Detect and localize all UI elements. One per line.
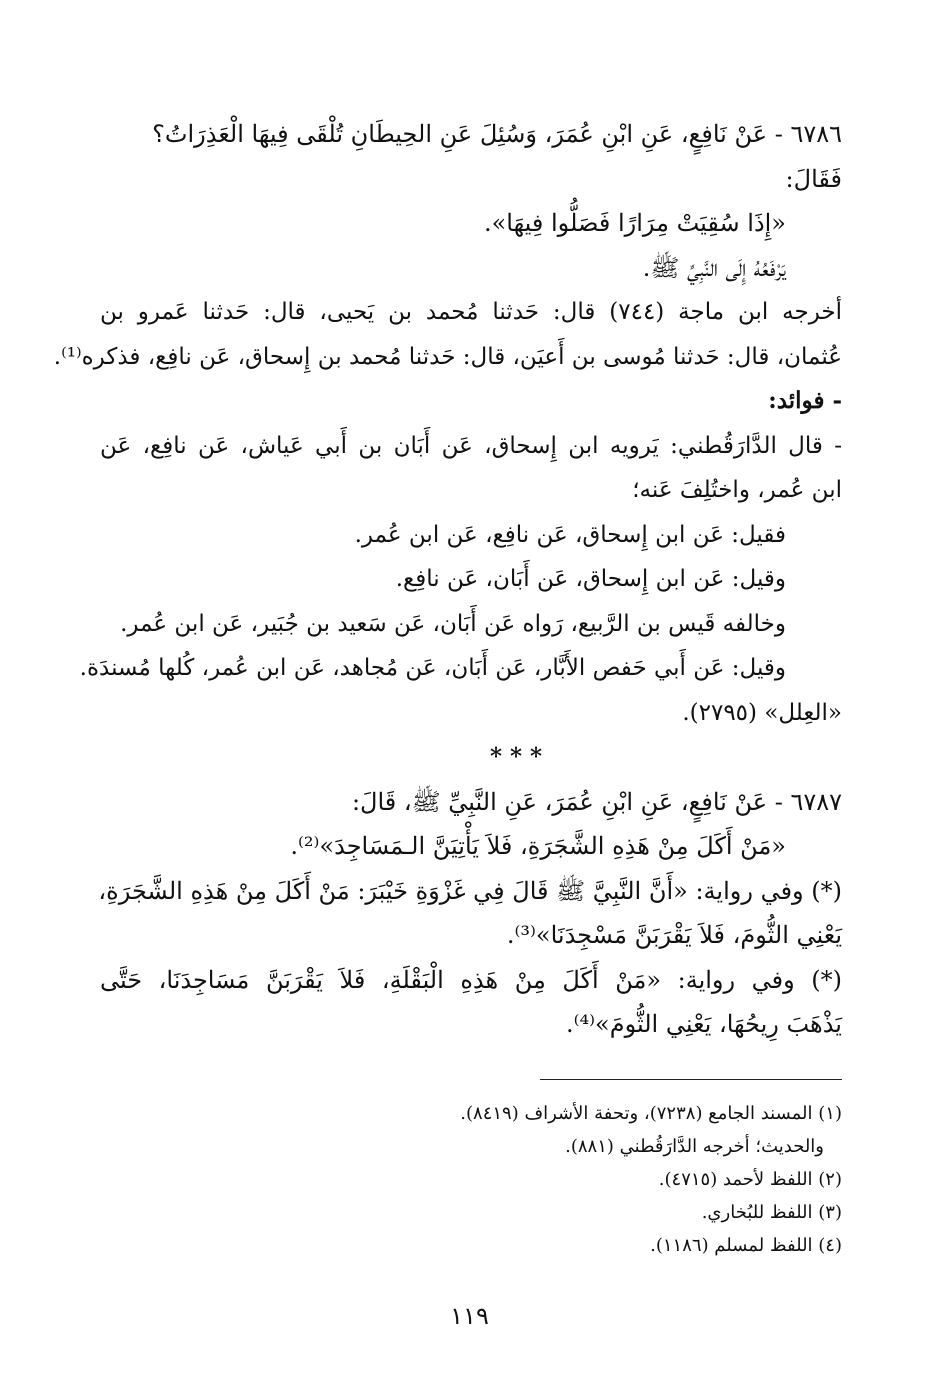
fawaid-line: - قال الدَّارَقُطني: يَرويه ابن إِسحاق، عَن أَبَان بن أَبي عَياش، عَن نافِع، عَن [100, 432, 842, 459]
hadith-6787-line: ٦٧٨٧ - عَنْ نَافِعٍ، عَنِ ابْنِ عُمَرَ، عَنِ النَّبِيِّ ﷺ، قَالَ: [351, 787, 842, 816]
hadith-6786-text: «إِذَا سُقِيَتْ مِرَارًا فَصَلُّوا فِيهَا». [483, 209, 786, 237]
main-text [53, 112, 842, 1047]
footnote-3: (٣) اللفظ للبُخاري. [701, 1202, 842, 1223]
ilal-reference: «العِلل» (٢٧٩٥). [682, 699, 842, 726]
fawaid-line: ابن عُمر، واختُلِفَ عَنه؛ [632, 477, 842, 503]
hadith-6786-line: ٦٧٨٦ - عَنْ نَافِعٍ، عَنِ ابْنِ عُمَرَ، وَسُئِلَ عَنِ الحِيطَانِ تُلْقَى فِيهَا الْعَذِرَاتُ؟ [152, 120, 842, 148]
riwaya-line: يَذْهَبَ رِيحُهَا، يَعْنِي الثُّومَ»⁽⁴⁾. [566, 1010, 842, 1038]
fawaid-line: وقيل: عَن أَبي حَفص الأَبَّار، عَن أَبَان، عَن مُجاهد، عَن ابن عُمر، كُلها مُسندَة. [79, 655, 786, 681]
footnote-1: (١) المسند الجامع (٧٢٣٨)، وتحفة الأشراف (٨٤١٩). [460, 1103, 842, 1124]
footnote-1-continued: والحديث؛ أخرجه الدَّارَقُطني (٨٨١). [565, 1136, 824, 1157]
footnotes [300, 1097, 842, 1262]
footnote-2: (٢) اللفظ لأحمد (٤٧١٥). [658, 1169, 842, 1190]
takhrij-line: عُثمان، قال: حَدثنا مُوسى بن أَعيَن، قال: حَدثنا مُحمد بن إِسحاق، عَن نافِع، فذكره⁽¹⁾. [53, 343, 842, 370]
fawaid-heading: - فوائد: [768, 387, 842, 414]
hadith-6786-line: فَقَالَ: [785, 164, 842, 193]
footnote-divider [540, 1079, 842, 1080]
riwaya-line: يَعْنِي الثُّومَ، فَلاَ يَقْرَبَنَّ مَسْجِدَنَا»⁽³⁾. [506, 921, 842, 949]
riwaya-line: (*) وفي رواية: «أَنَّ النَّبِيَّ ﷺ قَالَ فِي غَزْوَةِ خَيْبَرَ: مَنْ أَكَلَ مِنْ هَذِهِ الشَّجَرَةِ، [98, 876, 842, 905]
fawaid-line: وقيل: عَن ابن إِسحاق، عَن أَبَان، عَن نافِع. [395, 566, 786, 592]
fawaid-line: وخالفه قَيس بن الرَّبيع، رَواه عَن أَبَان، عَن سَعيد بن جُبَير، عَن ابن عُمر. [120, 610, 786, 637]
riwaya-line: (*) وفي رواية: «مَنْ أَكَلَ مِنْ هَذِهِ الْبَقْلَةِ، فَلاَ يَقْرَبَنَّ مَسَاجِدَنَا، حَتَّى [100, 965, 842, 994]
hadith-6786-raf: يَرْفَعُهُ إِلَى النَّبِيِّ ﷺ. [642, 253, 786, 282]
footnote-4: (٤) اللفظ لمسلم (١١٨٦). [650, 1235, 842, 1256]
page-number: ١١٩ [450, 1302, 489, 1330]
section-separator: * * * [489, 743, 543, 770]
hadith-6787-text: «مَنْ أَكَلَ مِنْ هَذِهِ الشَّجَرَةِ، فَلاَ يَأْتِيَنَّ الـمَسَاجِدَ»⁽²⁾. [290, 832, 786, 860]
takhrij-line: أخرجه ابن ماجة (٧٤٤) قال: حَدثنا مُحمد بن يَحيى، قال: حَدثنا عَمرو بن [100, 299, 842, 325]
fawaid-line: فقيل: عَن ابن إِسحاق، عَن نافِع، عَن ابن عُمر. [354, 521, 786, 548]
